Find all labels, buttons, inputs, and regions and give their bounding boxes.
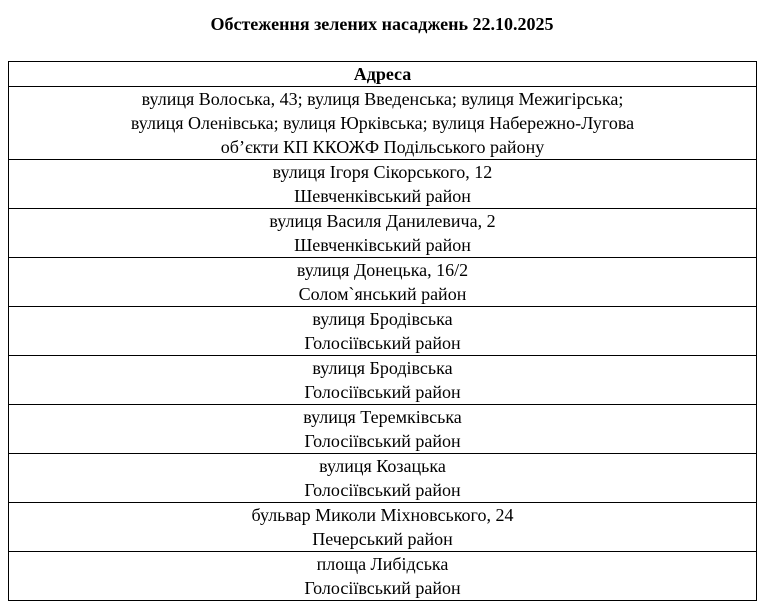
district-line: Голосіївський район (304, 431, 461, 451)
table-row (9, 552, 757, 601)
address-cell (9, 258, 757, 307)
address-table (8, 61, 757, 601)
district-line: Солом`янський район (298, 284, 467, 304)
address-cell (9, 405, 757, 454)
district-line: Голосіївський район (304, 333, 461, 353)
district-line: Шевченківський район (294, 235, 471, 255)
street-line: вулиця Теремківська (303, 407, 462, 427)
table-header-row (9, 62, 757, 87)
street-line: вулиця Бродівська (312, 309, 453, 329)
table-row (9, 503, 757, 552)
street-line: вулиця Козацька (319, 456, 446, 476)
address-cell (9, 454, 757, 503)
address-line: об’єкти КП ККОЖФ Подільського району (220, 137, 545, 157)
table-row (9, 87, 757, 160)
table-row (9, 454, 757, 503)
table-row (9, 356, 757, 405)
address-cell (9, 160, 757, 209)
table-row (9, 405, 757, 454)
address-cell (9, 552, 757, 601)
district-line: Печерський район (312, 529, 453, 549)
document-title: Обстеження зелених насаджень 22.10.2025 (210, 14, 554, 34)
column-header-address: Адреса (9, 62, 757, 87)
street-line: бульвар Миколи Міхновського, 24 (251, 505, 514, 525)
address-cell (9, 503, 757, 552)
district-line: Голосіївський район (304, 382, 461, 402)
street-line: вулиця Ігоря Сікорського, 12 (272, 162, 493, 182)
street-line: вулиця Донецька, 16/2 (296, 260, 469, 280)
address-cell (9, 356, 757, 405)
district-line: Голосіївський район (304, 480, 461, 500)
address-cell (9, 87, 757, 160)
district-line: Шевченківський район (294, 186, 471, 206)
street-line: вулиця Бродівська (312, 358, 453, 378)
street-line: площа Либідська (316, 554, 449, 574)
street-line: вулиця Василя Данилевича, 2 (269, 211, 496, 231)
table-row (9, 307, 757, 356)
district-line: Голосіївський район (304, 578, 461, 598)
address-line: вулиця Волоська, 43; вулиця Введенська; вулиця Межигірська; (141, 89, 624, 109)
address-line: вулиця Оленівська; вулиця Юрківська; вулиця Набережно-Лугова (130, 113, 635, 133)
table-row (9, 160, 757, 209)
address-cell (9, 307, 757, 356)
table-row (9, 209, 757, 258)
table-row (9, 258, 757, 307)
address-cell (9, 209, 757, 258)
